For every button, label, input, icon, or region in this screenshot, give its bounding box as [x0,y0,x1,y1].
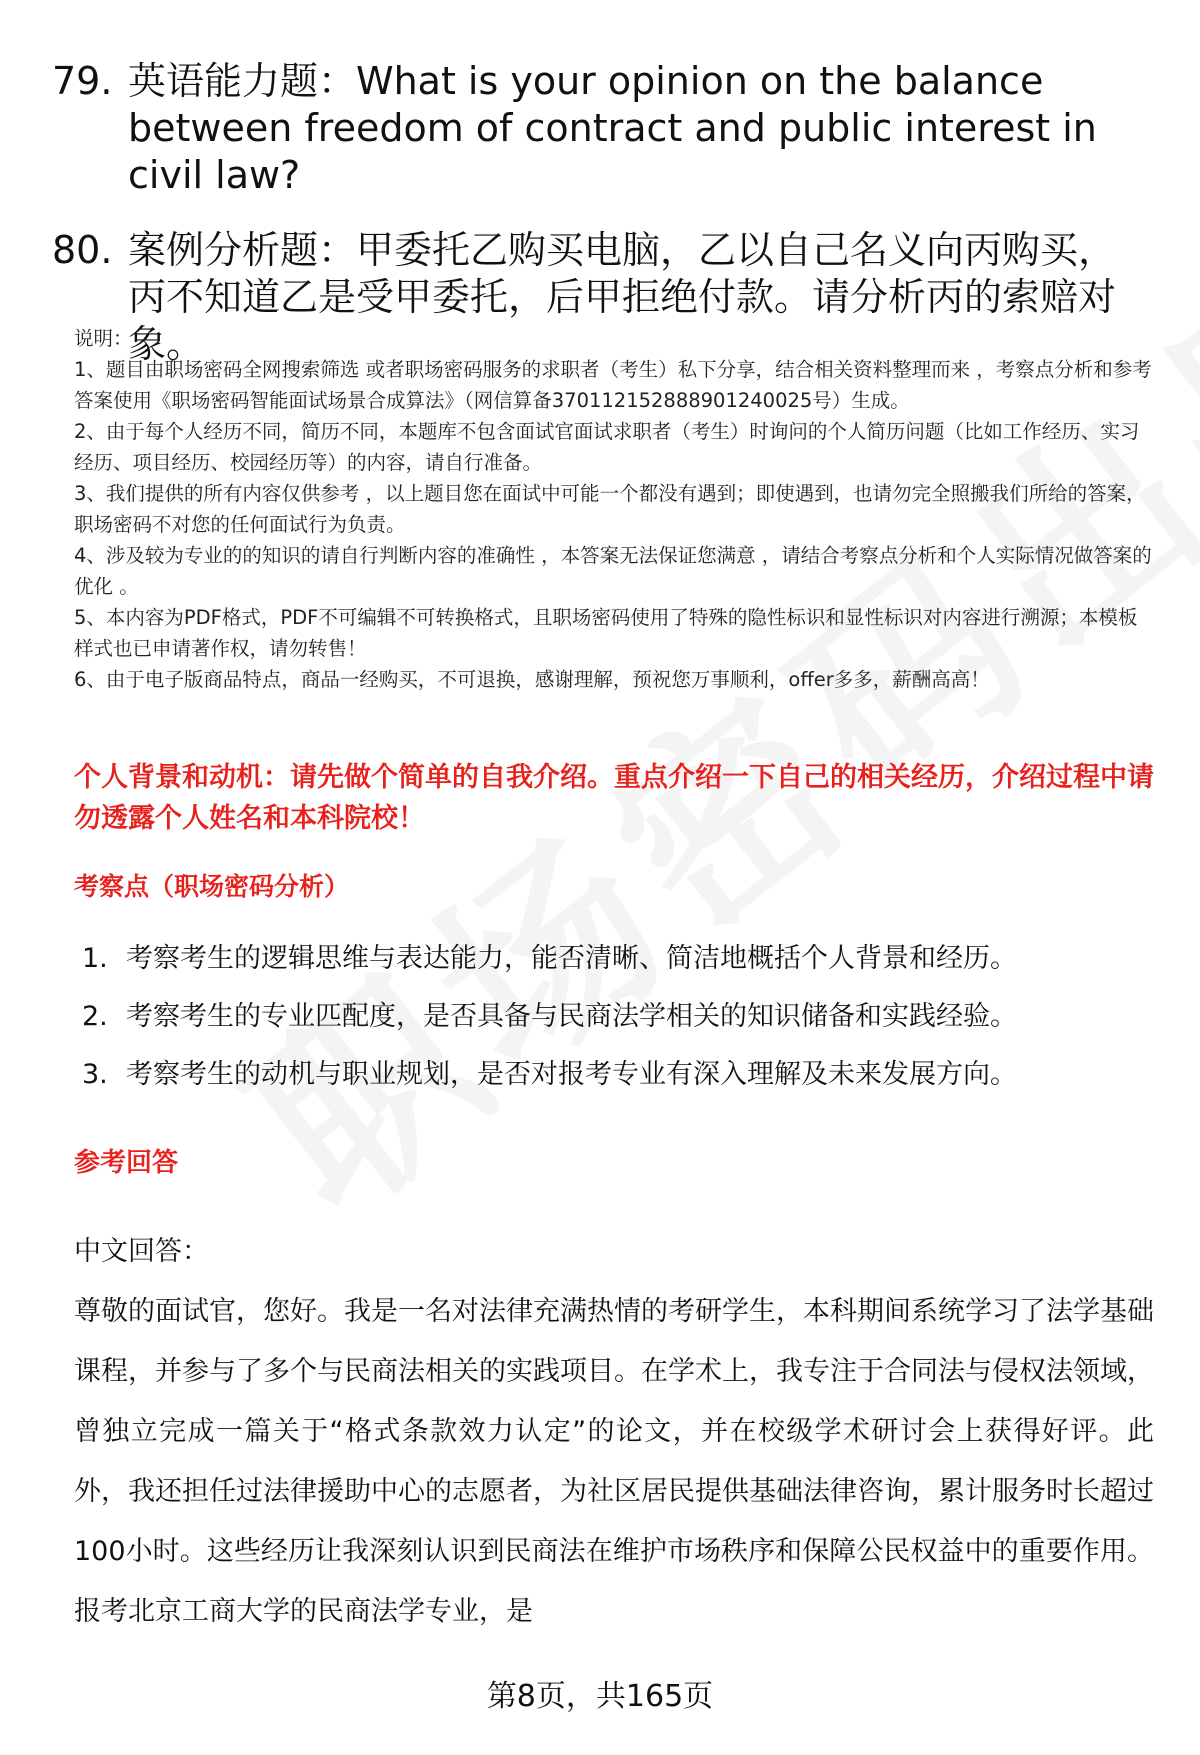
note-item: 4、涉及较为专业的的知识的请自行判断内容的准确性 ，本答案无法保证您满意 ，请结合考察点分析和个人实际情况做答案的优化 。 [74,544,1152,598]
kaocha-points-list [82,940,1142,1114]
question-item [52,58,1152,199]
kaocha-point [82,1056,1142,1094]
point-number: 2. [82,1001,108,1032]
kaocha-heading: 考察点（职场密码分析） [74,872,350,901]
point-text: 考察考生的动机与职业规划，是否对报考专业有深入理解及未来发展方向。 [126,1059,1017,1090]
answer-label: 中文回答： [74,1236,209,1267]
notes-section [74,323,1154,695]
point-text: 考察考生的专业匹配度，是否具备与民商法学相关的知识储备和实践经验。 [126,1001,1017,1032]
intro-question-heading: 个人背景和动机：请先做个简单的自我介绍。重点介绍一下自己的相关经历，介绍过程中请勿透露个人姓名和本科院校！ [74,762,1154,834]
point-text: 考察考生的逻辑思维与表达能力，能否清晰、简洁地概括个人背景和经历。 [126,943,1017,974]
reference-heading: 参考回答 [74,1148,179,1178]
answer-paragraph: 尊敬的面试官，您好。我是一名对法律充满热情的考研学生，本科期间系统学习了法学基础课程，并参与了多个与民商法相关的实践项目。在学术上，我专注于合同法与侵权法领域，曾独立完成一篇关于“格式条款效力认定”的论文，并在校级学术研讨会上获得好评。此外，我还担任过法律援助中心的志愿者，为社区居民提供基础法律咨询，累计服务时长超过100小时。这些经历让我深刻认识到民商法在维护市场秩序和保障公民权益中的重要作用。报考北京工商大学的民商法学专业，是 [74,1296,1154,1627]
question-number: 79. [52,59,113,103]
reference-answer [74,1222,1154,1642]
point-number: 1. [82,943,108,974]
page-footer: 第8页，共165页 [486,1679,714,1714]
kaocha-point [82,940,1142,978]
point-number: 3. [82,1059,108,1090]
notes-title: 说明： [74,327,133,350]
question-text: 英语能力题：What is your opinion on the balance between freedom of contract and public interest in civil law? [128,59,1097,197]
note-item: 1、题目由职场密码全网搜索筛选 或者职场密码服务的求职者（考生）私下分享，结合相关资料整理而来 ，考察点分析和参考答案使用《职场密码智能面试场景合成算法》（网信算备370112152888901240025号）生成。 [74,358,1152,412]
note-item: 2、由于每个人经历不同，简历不同，本题库不包含面试官面试求职者（考生）时询问的个人简历问题（比如工作经历、实习经历、项目经历、校园经历等）的内容，请自行准备。 [74,420,1140,474]
question-number: 80. [52,228,113,272]
kaocha-point [82,998,1142,1036]
note-item: 3、我们提供的所有内容仅供参考 ，以上题目您在面试中可能一个都没有遇到；即使遇到，也请勿完全照搬我们所给的答案，职场密码不对您的任何面试行为负责。 [74,482,1146,536]
question-text: 案例分析题：甲委托乙购买电脑，乙以自己名义向丙购买，丙不知道乙是受甲委托，后甲拒绝付款。请分析丙的索赔对象。 [128,228,1117,366]
note-item: 6、由于电子版商品特点，商品一经购买，不可退换，感谢理解，预祝您万事顺利，offer多多，薪酬高高！ [74,668,990,691]
note-item: 5、本内容为PDF格式，PDF不可编辑不可转换格式，且职场密码使用了特殊的隐性标识和显性标识对内容进行溯源；本模板样式也已申请著作权，请勿转售！ [74,606,1138,660]
